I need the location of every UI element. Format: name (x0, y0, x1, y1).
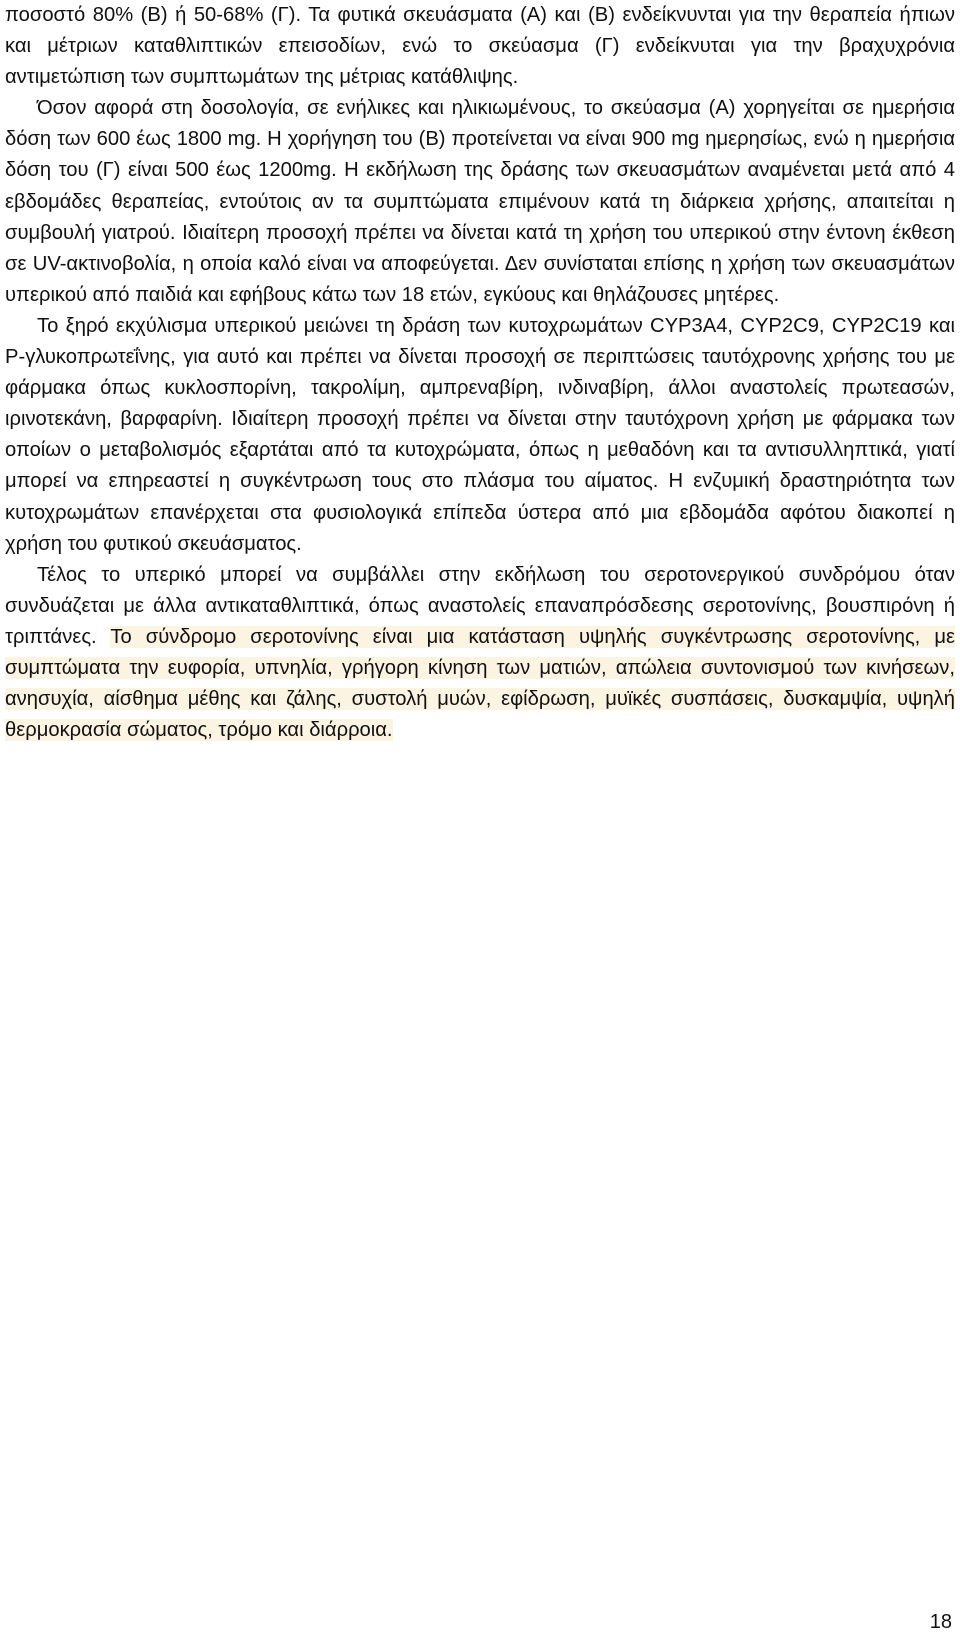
paragraph-serotonin-syndrome (5, 560, 955, 747)
document-page (5, 0, 955, 746)
serotonin-intro-text: Τέλος το υπερικό μπορεί να συμβάλλει στην εκδήλωση του σεροτονεργικού συνδρόμου όταν συνδυάζεται με άλλα αντικαταθλιπτικά, όπως αναστολείς επαναπρόσδεσης σεροτονίνης, βουσπιρόνη ή τριπτάνες. (5, 563, 955, 648)
highlighted-text: Το σύνδρομο σεροτονίνης είναι μια κατάσταση υψηλής συγκέντρωσης σεροτονίνης, με συμπτώματα την ευφορία, υπνηλία, γρήγορη κίνηση των ματιών, απώλεια συντονισμού των κινήσεων, ανησυχία, αίσθημα μέθης και ζάλης, συστολή μυών, εφίδρωση, μυϊκές συσπάσεις, δυσκαμψία, υψηλή θερμοκρασία σώματος, τρόμο και διάρροια. (5, 625, 955, 742)
paragraph-dosage: Όσον αφορά στη δοσολογία, σε ενήλικες και ηλικιωμένους, το σκεύασμα (Α) χορηγείται σε ημερήσια δόση των 600 έως 1800 mg. Η χορήγηση του (Β) προτείνεται να είναι 900 mg ημερησίως, ενώ η ημερήσια δόση του (Γ) είναι 500 έως 1200mg. Η εκδήλωση της δράσης των σκευασμάτων αναμένεται μετά από 4 εβδομάδες θεραπείας, εντούτοις αν τα συμπτώματα επιμένουν κατά τη διάρκεια χρήσης, απαιτείται η συμβουλή γιατρού. Ιδιαίτερη προσοχή πρέπει να δίνεται κατά τη χρήση του υπερικού στην έντονη έκθεση σε UV-ακτινοβολία, η οποία καλό είναι να αποφεύγεται. Δεν συνίσταται επίσης η χρήση των σκευασμάτων υπερικού από παιδιά και εφήβους κάτω των 18 ετών, εγκύους και θηλάζουσες μητέρες. (5, 97, 955, 306)
paragraph-interactions: Το ξηρό εκχύλισμα υπερικού μειώνει τη δράση των κυτοχρωμάτων CYP3A4, CYP2C9, CYP2C19 και P-γλυκοπρωτεΐνης, για αυτό και πρέπει να δίνεται προσοχή σε περιπτώσεις ταυτόχρονης χρήσης του με φάρμακα όπως κυκλοσπορίνη, τακρολίμη, αμπρεναβίρη, ινδιναβίρη, άλλοι αναστολείς πρωτεασών, ιρινοτεκάνη, βαρφαρίνη. Ιδιαίτερη προσοχή πρέπει να δίνεται στην ταυτόχρονη χρήση με φάρμακα των οποίων ο μεταβολισμός εξαρτάται από τα κυτοχρώματα, όπως η μεθαδόνη και τα αντισυλληπτικά, γιατί μπορεί να επηρεαστεί η συγκέντρωση τους στο πλάσμα του αίματος. Η ενζυμική δραστηριότητα των κυτοχρωμάτων επανέρχεται στα φυσιολογικά επίπεδα ύστερα από μια εβδομάδα αφότου διακοπεί η χρήση του φυτικού σκευάσματος. (5, 314, 955, 555)
paragraph-dosage-indications: ποσοστό 80% (Β) ή 50-68% (Γ). Τα φυτικά σκευάσματα (Α) και (Β) ενδείκνυνται για την θεραπεία ήπιων και μέτριων καταθλιπτικών επεισοδίων, ενώ το σκεύασμα (Γ) ενδείκνυται για την βραχυχρόνια αντιμετώπιση των συμπτωμάτων της μέτριας κατάθλιψης. (5, 4, 955, 89)
page-number: 18 (929, 1611, 952, 1633)
